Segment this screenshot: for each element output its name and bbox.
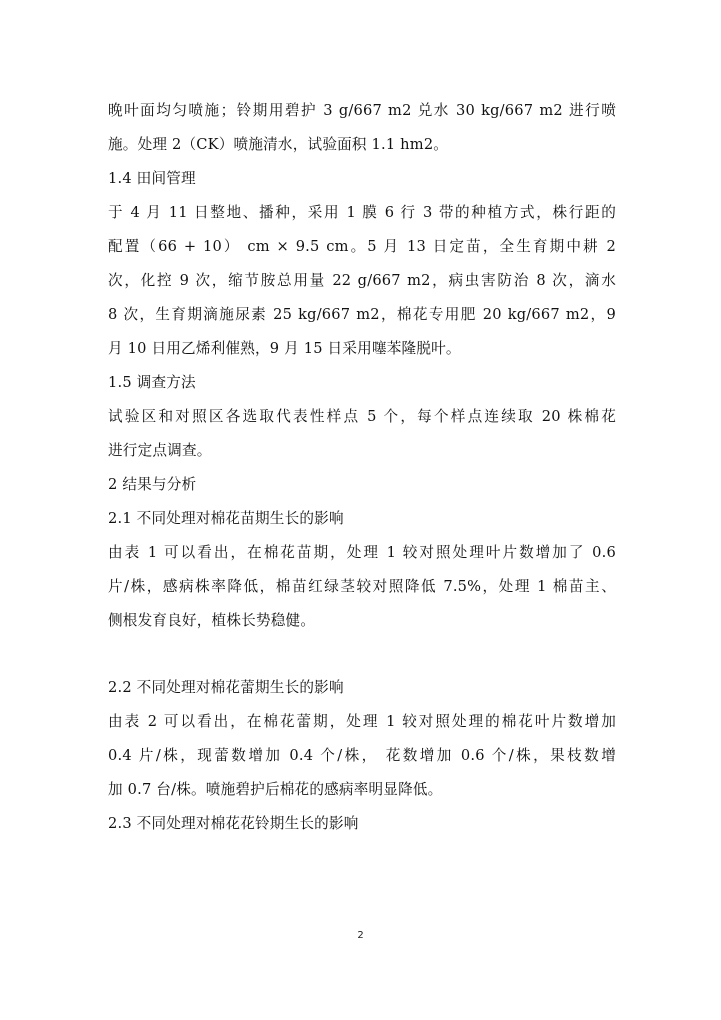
page-number: 2 <box>357 930 364 941</box>
document-page <box>108 94 616 841</box>
paragraph-line: 8 次，生育期滴施尿素 25 kg/667 m2，棉花专用肥 20 kg/667 m2，9 <box>108 306 616 323</box>
paragraph-line: 侧根发育良好，植株长势稳健。 <box>108 612 316 629</box>
paragraph-line: 月 10 日用乙烯利催熟，9 月 15 日采用噻苯隆脱叶。 <box>108 340 461 357</box>
paragraph-line: 次，化控 9 次，缩节胺总用量 22 g/667 m2，病虫害防治 8 次，滴水 <box>108 272 616 289</box>
paragraph-line: 配置（66 + 10） cm × 9.5 cm。5 月 13 日定苗，全生育期中耕 2 <box>108 238 616 255</box>
section-heading: 1.4 田间管理 <box>108 170 196 187</box>
section-heading: 1.5 调查方法 <box>108 374 196 391</box>
paragraph-line: 0.4 片/株，现蕾数增加 0.4 个/株， 花数增加 0.6 个/株，果枝数增 <box>108 747 616 764</box>
section-heading: 2.1 不同处理对棉花苗期生长的影响 <box>108 510 344 527</box>
paragraph-line: 加 0.7 台/株。喷施碧护后棉花的感病率明显降低。 <box>108 781 443 798</box>
paragraph-gap <box>108 638 616 671</box>
paragraph-line: 晚叶面均匀喷施；铃期用碧护 3 g/667 m2 兑水 30 kg/667 m2 进行喷 <box>108 102 616 119</box>
paragraph-line: 进行定点调查。 <box>108 442 212 459</box>
paragraph-line: 片/株，感病株率降低，棉苗红绿茎较对照降低 7.5%，处理 1 棉苗主、 <box>108 578 616 595</box>
paragraph-line: 试验区和对照区各选取代表性样点 5 个，每个样点连续取 20 株棉花 <box>108 408 616 425</box>
section-heading: 2 结果与分析 <box>108 476 197 493</box>
paragraph-line: 由表 2 可以看出，在棉花蕾期，处理 1 较对照处理的棉花叶片数增加 <box>108 713 616 730</box>
paragraph-line: 于 4 月 11 日整地、播种，采用 1 膜 6 行 3 带的种植方式，株行距的 <box>108 204 616 221</box>
section-heading: 2.2 不同处理对棉花蕾期生长的影响 <box>108 679 344 696</box>
paragraph-line: 由表 1 可以看出，在棉花苗期，处理 1 较对照处理叶片数增加了 0.6 <box>108 544 616 561</box>
paragraph-line: 施。处理 2（CK）喷施清水，试验面积 1.1 hm2。 <box>108 136 449 153</box>
section-heading: 2.3 不同处理对棉花花铃期生长的影响 <box>108 815 359 832</box>
